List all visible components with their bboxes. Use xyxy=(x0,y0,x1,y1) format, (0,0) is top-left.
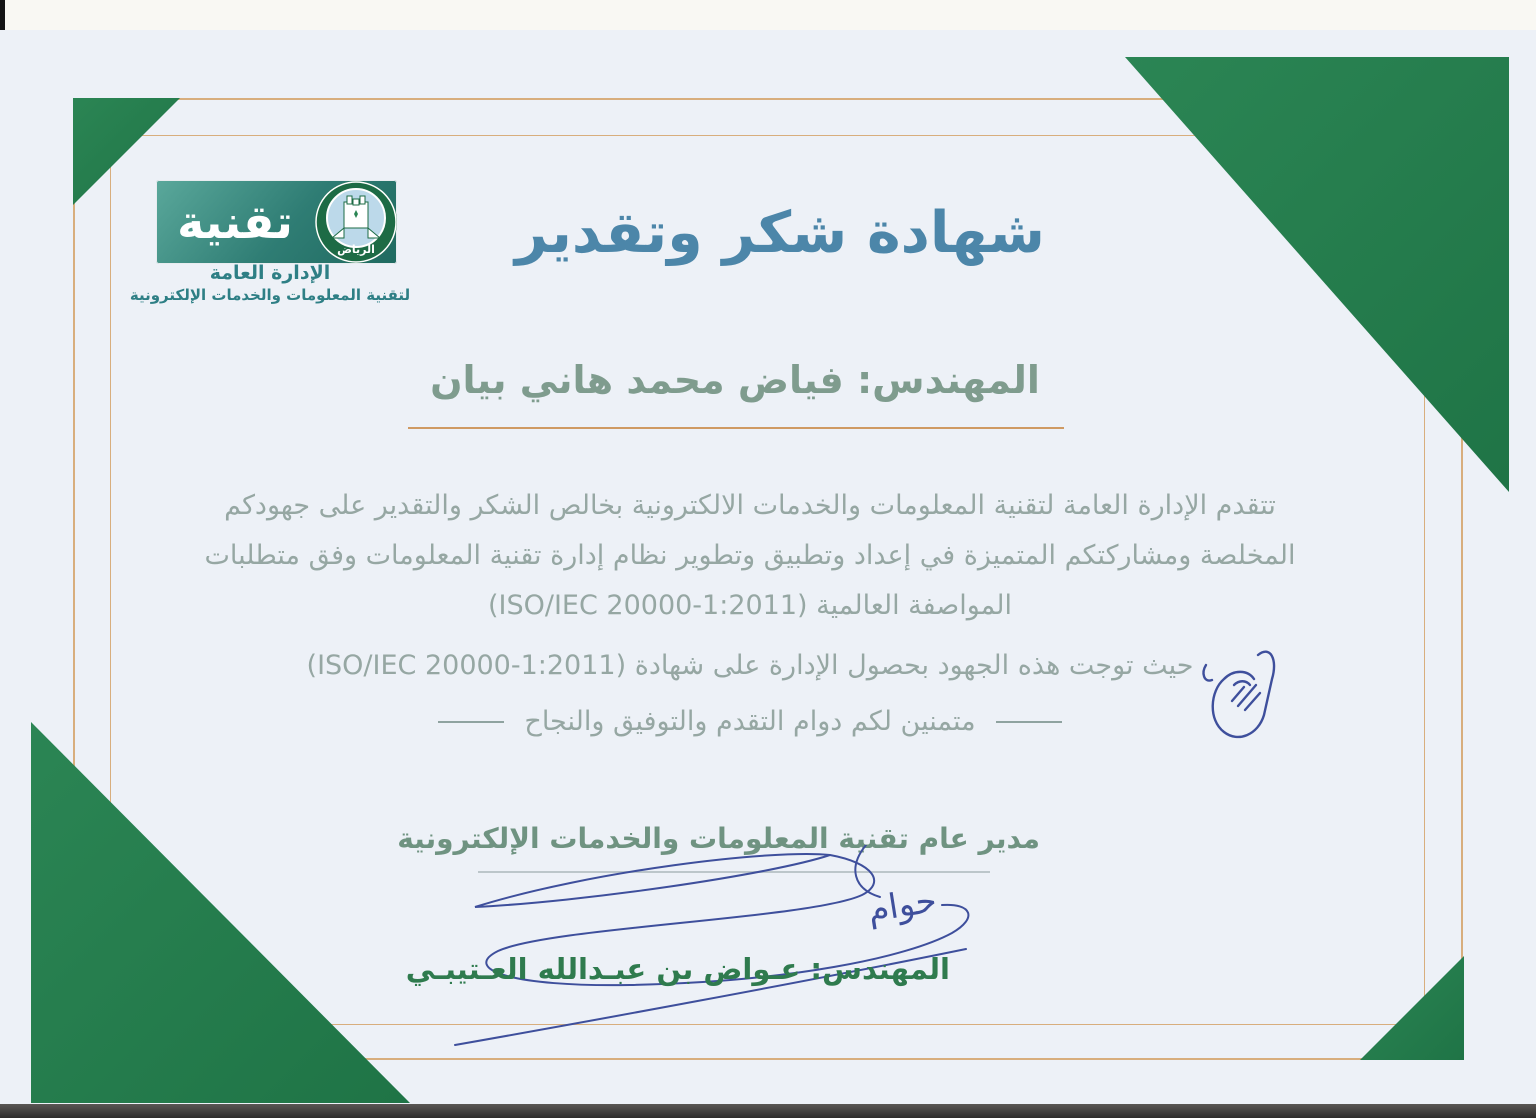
closing-line xyxy=(150,706,1350,737)
scan-edge-top xyxy=(0,0,1536,30)
closing-dash-left xyxy=(438,721,504,723)
body-line4: حيث توجت هذه الجهود بحصول الإدارة على شهادة (ISO/IEC 20000-1:2011) xyxy=(306,650,1194,681)
closing-dash-right xyxy=(996,721,1062,723)
recipient-underline xyxy=(408,427,1064,429)
scan-edge-top-left-strip xyxy=(0,0,5,30)
emblem-label: الرياض xyxy=(337,243,375,256)
closing-text: متمنين لكم دوام التقدم والتوفيق والنجاح xyxy=(524,706,976,737)
scan-edge-bottom xyxy=(0,1104,1536,1118)
handwritten-signature xyxy=(405,845,990,1050)
initial-signature-mark xyxy=(1198,633,1280,751)
org-name-line2: لتقنية المعلومات والخدمات الإلكترونية xyxy=(129,286,411,304)
logo-wordmark: تقنية xyxy=(177,195,293,249)
body-line3: المواصفة العالمية (ISO/IEC 20000-1:2011) xyxy=(487,590,1013,621)
signature-ink-letters: حوام xyxy=(864,880,940,931)
body-line2: المخلصة ومشاركتكم المتميزة في إعداد وتطبيق وتطوير نظام إدارة تقنية المعلومات وفق متطلبات xyxy=(204,540,1296,571)
org-name-line1: الإدارة العامة xyxy=(209,262,331,284)
body-line1: تتقدم الإدارة العامة لتقنية المعلومات والخدمات الالكترونية بخالص الشكر والتقدير على جهودكم xyxy=(224,490,1276,521)
recipient-name: المهندس: فياض محمد هاني بيان xyxy=(430,358,1040,402)
org-logo xyxy=(156,180,397,264)
body-paragraph xyxy=(150,481,1350,631)
signer-name: المهندس: عـواض بن عبـدالله العـتيبـي xyxy=(405,952,950,986)
signer-title: مدير عام تقنية المعلومات والخدمات الإلكترونية xyxy=(397,822,1040,855)
certificate-title: شهادة شكر وتقدير xyxy=(515,200,1045,266)
riyadh-city-emblem-icon xyxy=(314,180,398,264)
